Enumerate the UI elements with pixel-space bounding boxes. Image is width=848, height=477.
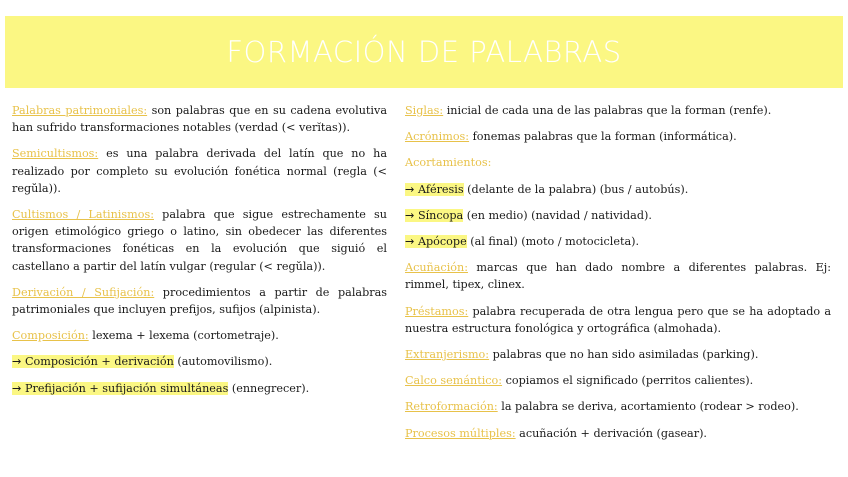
arrow-right-icon: → <box>405 235 415 249</box>
page-title: FORMACIÓN DE PALABRAS <box>226 35 622 69</box>
subtype-sincopa <box>405 207 831 224</box>
definition-text: copiamos el significado (perritos calientes). <box>502 374 754 388</box>
subtype-label: Prefijación + sufijación simultáneas <box>24 381 229 395</box>
subtype-prefijacion-sufijacion <box>12 380 387 397</box>
subtype-text: (delante de la palabra) (bus / autobús). <box>463 182 689 196</box>
term-label: Extranjerismo: <box>405 348 490 362</box>
title-banner <box>5 16 843 88</box>
definition-text: palabras que no han sido asimiladas (parking). <box>489 348 759 362</box>
definition-derivacion <box>12 284 387 318</box>
definition-siglas <box>405 102 831 119</box>
definition-text: es una palabra derivada del latín que no ha realizado por completo su evolución fonética normal (regla (< regŭla)). <box>12 147 387 195</box>
term-label: Composición: <box>12 329 89 343</box>
definition-text: marcas que han dado nombre a diferentes palabras. Ej: rimmel, tipex, clinex. <box>405 261 831 292</box>
subtype-composicion-derivacion <box>12 353 387 370</box>
definition-text: la palabra se deriva, acortamiento (rodear > rodeo). <box>497 400 799 414</box>
subtype-label: Aféresis <box>417 182 464 196</box>
term-label: Siglas: <box>405 104 444 117</box>
definition-acunacion <box>405 259 831 293</box>
subtype-text: (automovilismo). <box>173 355 273 369</box>
subtype-text: (ennegrecer). <box>228 381 310 395</box>
subtype-text: (al final) (moto / motocicleta). <box>466 235 640 249</box>
subtype-aferesis <box>405 181 831 198</box>
definition-text: lexema + lexema (cortometraje). <box>88 329 279 343</box>
definition-composicion <box>12 327 387 344</box>
subtype-label: Composición + derivación <box>24 355 174 369</box>
term-label: Acuñación: <box>405 261 468 275</box>
right-column <box>405 102 831 451</box>
highlighted-label <box>12 355 174 368</box>
arrow-right-icon: → <box>405 208 415 222</box>
definition-semicultismos <box>12 145 387 197</box>
highlighted-label <box>12 382 228 395</box>
arrow-right-icon: → <box>405 182 415 196</box>
left-column <box>12 102 387 406</box>
term-label: Palabras patrimoniales: <box>12 104 148 117</box>
term-label: Retroformación: <box>405 400 498 414</box>
definition-calco-semantico <box>405 372 831 389</box>
acortamientos-label: Acortamientos: <box>405 156 492 170</box>
definition-text: acuñación + derivación (gasear). <box>515 426 707 440</box>
definition-prestamos <box>405 303 831 337</box>
definition-text: fonemas palabras que la forman (informática). <box>469 130 737 144</box>
term-label: Préstamos: <box>405 304 469 318</box>
subtype-text: (en medio) (navidad / natividad). <box>463 208 652 222</box>
subtype-label: Síncopa <box>417 208 464 222</box>
term-label: Semicultismos: <box>12 147 99 161</box>
term-label: Procesos múltiples: <box>405 426 516 440</box>
definition-text: palabra recuperada de otra lengua pero que se ha adoptado a nuestra estructura fonológica y ortográfica (almohada). <box>405 304 831 335</box>
definition-procesos-multiples <box>405 425 831 442</box>
heading-acortamientos <box>405 154 831 171</box>
definition-text: son palabras que en su cadena evolutiva han sufrido transformaciones notables (verdad (< verĭtas)). <box>12 104 388 135</box>
definition-text: procedimientos a partir de palabras patrimoniales que incluyen prefijos, sufijos (alpinista). <box>12 285 387 317</box>
definition-extranjerismo <box>405 346 831 363</box>
definition-text: inicial de cada una de las palabras que la forman (renfe). <box>443 104 772 117</box>
term-label: Cultismos / Latinismos: <box>12 208 154 222</box>
definition-cultismos <box>12 206 387 275</box>
highlighted-label <box>405 183 464 196</box>
arrow-right-icon: → <box>12 381 22 395</box>
arrow-right-icon: → <box>12 355 22 369</box>
definition-palabras-patrimoniales <box>12 102 387 136</box>
definition-acronimos <box>405 128 831 145</box>
highlighted-label <box>405 235 467 248</box>
term-label: Derivación / Sufijación: <box>12 285 155 299</box>
term-label: Calco semántico: <box>405 374 503 388</box>
subtype-label: Apócope <box>417 235 467 249</box>
subtype-apocope <box>405 233 831 250</box>
definition-retroformacion <box>405 398 831 415</box>
highlighted-label <box>405 209 463 222</box>
term-label: Acrónimos: <box>405 130 470 144</box>
definition-text: palabra que sigue estrechamente su origen etimológico griego o latino, sin obedecer las diferentes transformaciones fonéticas en la evolución que siguió el castellano a partir del latín vulgar (regular (< regŭla)). <box>12 208 387 273</box>
